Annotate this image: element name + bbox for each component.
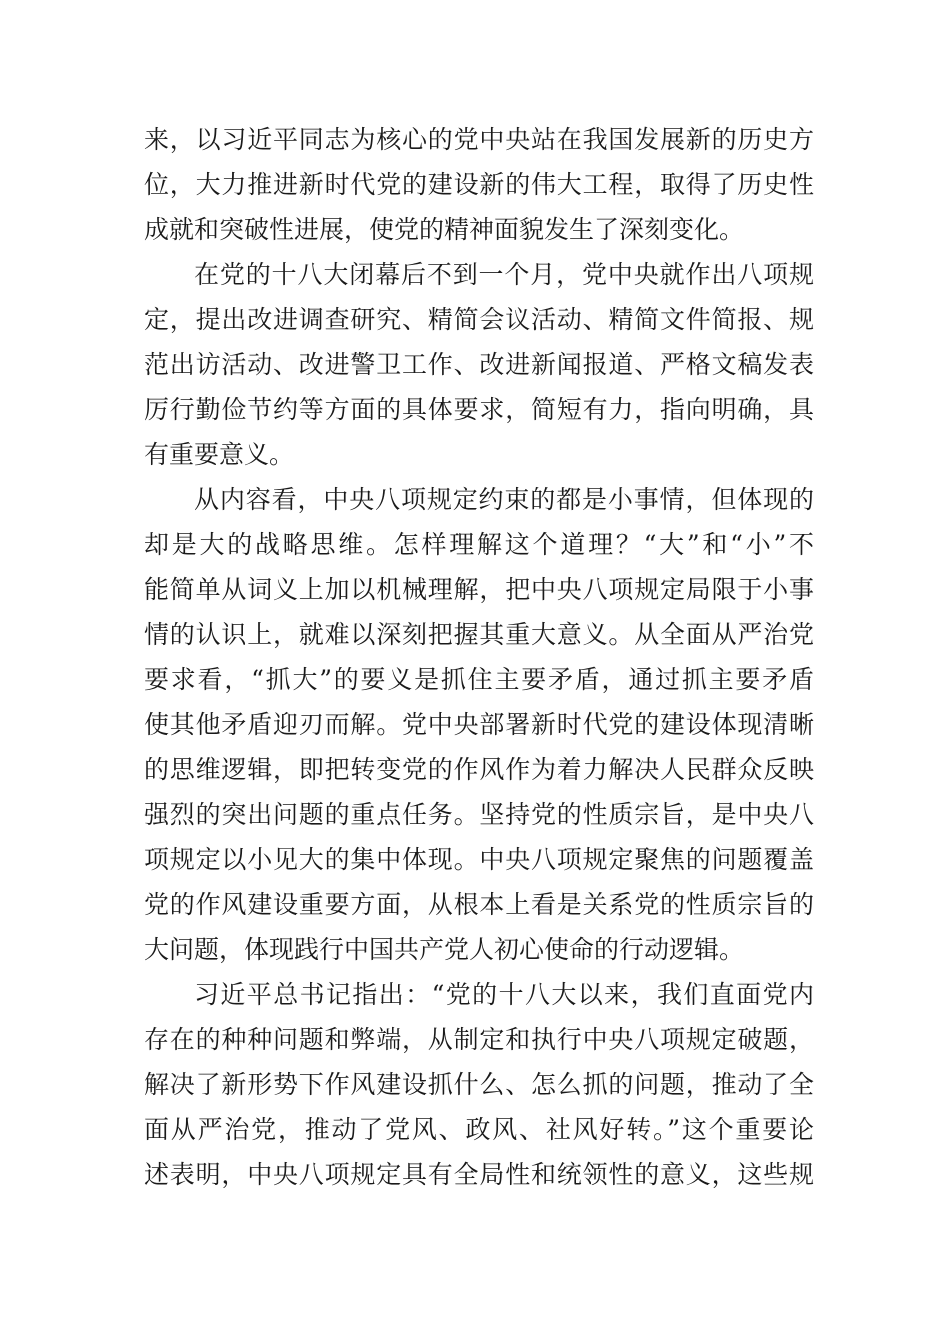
text-line: 项规定以小见大的集中体现。中央八项规定聚焦的问题覆盖 xyxy=(144,845,814,874)
text-line: 厉行勤俭节约等方面的具体要求，简短有力，指向明确，具 xyxy=(144,395,814,424)
text-line: 定，提出改进调查研究、精简会议活动、精简文件简报、规 xyxy=(144,305,814,334)
text-line: 习近平总书记指出：“党的十八大以来，我们直面党内 xyxy=(194,980,814,1009)
text-line: 在党的十八大闭幕后不到一个月，党中央就作出八项规 xyxy=(194,260,814,289)
text-line: 位，大力推进新时代党的建设新的伟大工程，取得了历史性 xyxy=(144,170,814,199)
text-line: 来，以习近平同志为核心的党中央站在我国发展新的历史方 xyxy=(144,125,814,154)
text-line: 解决了新形势下作风建设抓什么、怎么抓的问题，推动了全 xyxy=(144,1070,814,1099)
text-line: 存在的种种问题和弊端，从制定和执行中央八项规定破题， xyxy=(144,1025,814,1054)
text-line: 成就和突破性进展，使党的精神面貌发生了深刻变化。 xyxy=(144,215,745,244)
text-line: 使其他矛盾迎刃而解。党中央部署新时代党的建设体现清晰 xyxy=(144,710,814,739)
text-line: 的思维逻辑，即把转变党的作风作为着力解决人民群众反映 xyxy=(144,755,814,784)
text-line: 大问题，体现践行中国共产党人初心使命的行动逻辑。 xyxy=(144,935,745,964)
text-line: 要求看，“抓大”的要义是抓住主要矛盾，通过抓主要矛盾 xyxy=(144,665,814,694)
text-line: 强烈的突出问题的重点任务。坚持党的性质宗旨，是中央八 xyxy=(144,800,814,829)
text-line: 能简单从词义上加以机械理解，把中央八项规定局限于小事 xyxy=(144,575,814,604)
text-line: 从内容看，中央八项规定约束的都是小事情，但体现的 xyxy=(194,485,814,514)
text-line: 范出访活动、改进警卫工作、改进新闻报道、严格文稿发表 xyxy=(144,350,814,379)
text-line: 有重要意义。 xyxy=(144,440,295,469)
text-line: 面从严治党，推动了党风、政风、社风好转。”这个重要论 xyxy=(144,1115,814,1144)
text-line: 党的作风建设重要方面，从根本上看是关系党的性质宗旨的 xyxy=(144,890,814,919)
text-line: 却是大的战略思维。怎样理解这个道理？“大”和“小”不 xyxy=(144,530,814,559)
text-line: 情的认识上，就难以深刻把握其重大意义。从全面从严治党 xyxy=(144,620,814,649)
text-line: 述表明，中央八项规定具有全局性和统领性的意义，这些规 xyxy=(144,1160,814,1189)
